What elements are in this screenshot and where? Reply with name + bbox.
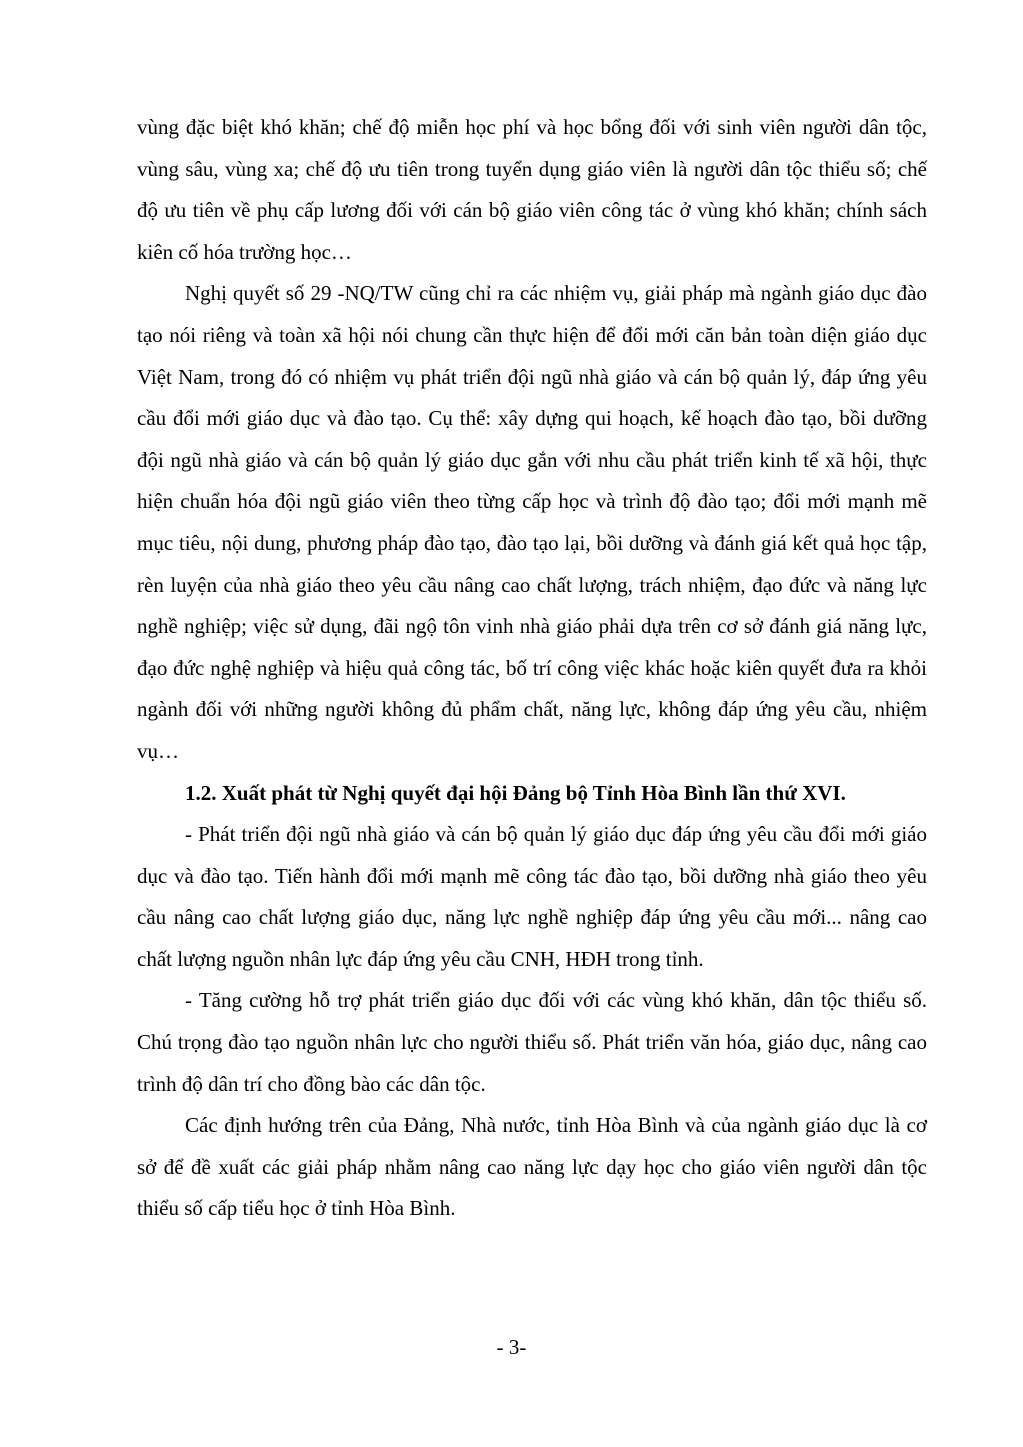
paragraph-continuation: vùng đặc biệt khó khăn; chế độ miễn học phí và học bổng đối với sinh viên người dân tộc, vùng sâu, vùng xa; chế độ ưu tiên trong tuyển dụng giáo viên là người dân tộc thiểu số; chế độ ưu tiên về phụ cấp lương đối với cán bộ giáo viên công tác ở vùng khó khăn; chính sách kiên cố hóa trường học… xyxy=(137,115,927,264)
paragraph-bullet-2: - Tăng cường hỗ trợ phát triển giáo dục đối với các vùng khó khăn, dân tộc thiểu số. Chú trọng đào tạo nguồn nhân lực cho người thiểu số. Phát triển văn hóa, giáo dục, nâng cao trình độ dân trí cho đồng bào các dân tộc. xyxy=(137,988,927,1096)
paragraph-bullet-1: - Phát triển đội ngũ nhà giáo và cán bộ quản lý giáo dục đáp ứng yêu cầu đổi mới giáo dục và đào tạo. Tiến hành đổi mới mạnh mẽ công tác đào tạo, bồi dưỡng nhà giáo theo yêu cầu nâng cao chất lượng giáo dục, năng lực nghề nghiệp đáp ứng yêu cầu mới... nâng cao chất lượng nguồn nhân lực đáp ứng yêu cầu CNH, HĐH trong tỉnh. xyxy=(137,822,927,971)
section-heading: 1.2. Xuất phát từ Nghị quyết đại hội Đảng bộ Tỉnh Hòa Bình lần thứ XVI. xyxy=(185,780,846,805)
paragraph-resolution-29: Nghị quyết số 29 -NQ/TW cũng chỉ ra các nhiệm vụ, giải pháp mà ngành giáo dục đào tạo nói riêng và toàn xã hội nói chung cần thực hiện để đổi mới căn bản toàn diện giáo dục Việt Nam, trong đó có nhiệm vụ phát triển đội ngũ nhà giáo và cán bộ quản lý, đáp ứng yêu cầu đổi mới giáo dục và đào tạo. Cụ thể: xây dựng qui hoạch, kế hoạch đào tạo, bồi dưỡng đội ngũ nhà giáo và cán bộ quản lý giáo dục gắn với nhu cầu phát triển kinh tế xã hội, thực hiện chuẩn hóa đội ngũ giáo viên theo từng cấp học và trình độ đào tạo; đổi mới mạnh mẽ mục tiêu, nội dung, phương pháp đào tạo, đào tạo lại, bồi dưỡng và đánh giá kết quả học tập, rèn luyện của nhà giáo theo yêu cầu nâng cao chất lượng, trách nhiệm, đạo đức và năng lực nghề nghiệp; việc sử dụng, đãi ngộ tôn vinh nhà giáo phải dựa trên cơ sở đánh giá năng lực, đạo đức nghệ nghiệp và hiệu quả công tác, bố trí công việc khác hoặc kiên quyết đưa ra khỏi ngành đối với những người không đủ phẩm chất, năng lực, không đáp ứng yêu cầu, nhiệm vụ… xyxy=(137,281,927,763)
paragraph-conclusion: Các định hướng trên của Đảng, Nhà nước, tỉnh Hòa Bình và của ngành giáo dục là cơ sở để đề xuất các giải pháp nhằm nâng cao năng lực dạy học cho giáo viên người dân tộc thiểu số cấp tiểu học ở tỉnh Hòa Bình. xyxy=(137,1113,927,1221)
document-page xyxy=(137,107,927,1230)
page-number: - 3- xyxy=(496,1335,527,1359)
